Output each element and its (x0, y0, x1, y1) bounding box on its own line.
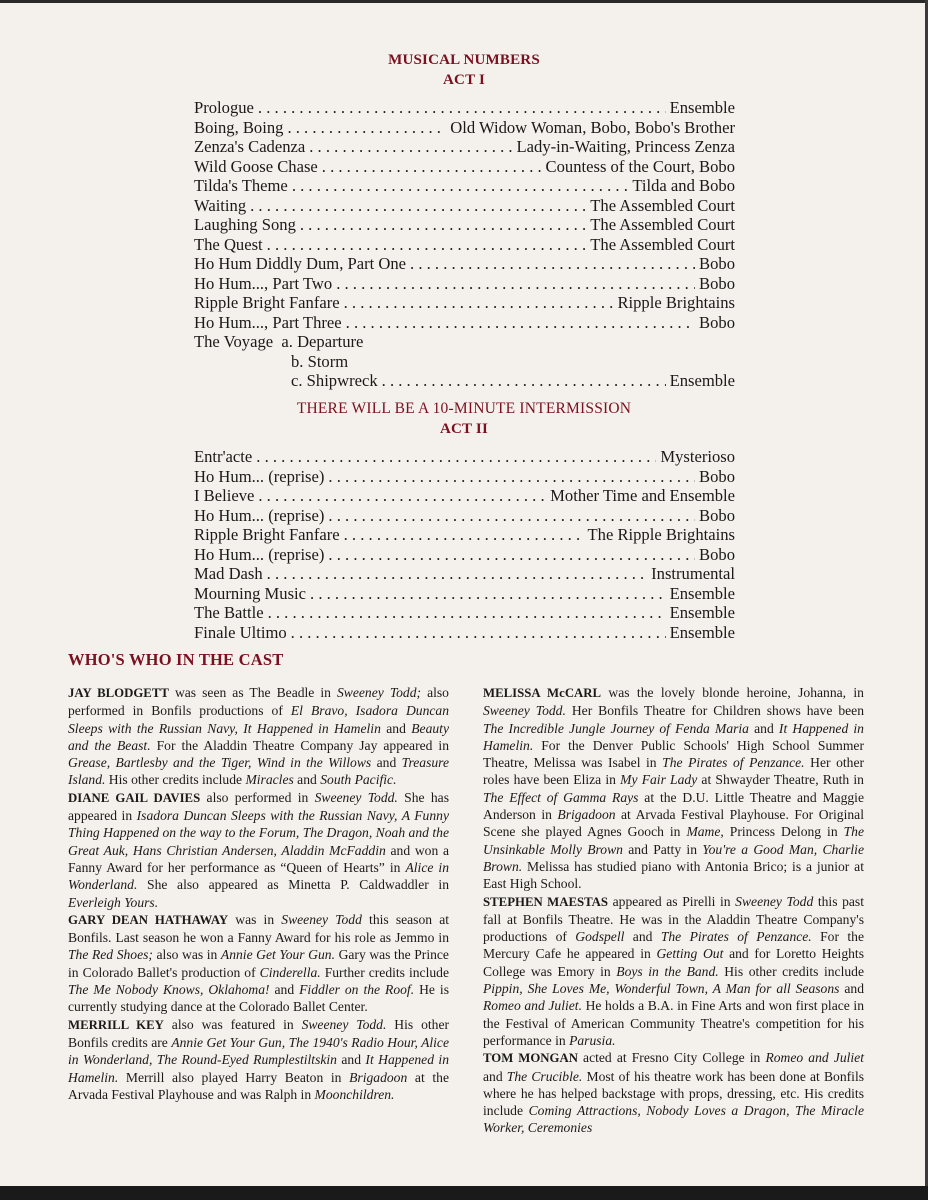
dot-leader (287, 118, 446, 138)
song-row (194, 274, 735, 294)
dot-leader (382, 371, 666, 391)
song-performer: Ensemble (669, 583, 735, 603)
bio-credit: Boys in the Band. (616, 963, 719, 979)
dot-leader (328, 545, 695, 565)
bio-credit: It Happened in Hamelin. (483, 720, 864, 753)
song-performer: Ensemble (669, 98, 735, 117)
song-performer: Bobo (699, 466, 735, 486)
dot-leader (258, 486, 546, 506)
dot-leader (336, 274, 695, 294)
bio-credit: Romeo and Juliet. (483, 998, 582, 1014)
cast-bio (483, 893, 864, 1050)
song-row (194, 332, 735, 352)
song-title: Prologue (194, 98, 254, 117)
bio-credit: Parusia. (569, 1032, 616, 1048)
song-row (194, 235, 735, 255)
song-row (194, 584, 735, 604)
bio-text: He holds a B.A. in Fine Arts and won first place in the Festival of American Community Theatre's competition for his performance in (483, 998, 864, 1048)
bio-text: Gary was the Prince in Colorado Ballet's production of (68, 947, 449, 980)
cast-bio (68, 684, 449, 789)
song-row (194, 176, 735, 196)
song-row (194, 137, 735, 157)
bio-credit: Coming Attractions, Nobody Loves a Dragon, The Miracle Worker, Ceremonies (483, 1103, 864, 1136)
song-title: The Battle (194, 603, 264, 622)
bio-credit: Godspell (575, 929, 625, 945)
act-two-heading: ACT II (439, 421, 489, 437)
cast-member-name: DIANE GAIL DAVIES (68, 790, 201, 805)
bio-credit: The Incredible Jungle Journey of Fenda Maria (483, 720, 749, 736)
song-performer: Mother Time and Ensemble (550, 486, 735, 505)
bio-text: and Patty in (622, 841, 703, 857)
song-row (194, 525, 735, 545)
dot-leader (292, 176, 629, 196)
song-title: Laughing Song (194, 215, 296, 234)
song-title: Ripple Bright Fanfare (194, 525, 340, 544)
song-performer: Old Widow Woman, Bobo, Bobo's Brother (450, 117, 735, 137)
bio-text: and (483, 1068, 507, 1084)
bio-credit: Romeo and Juliet (765, 1050, 864, 1066)
bio-credit: Everleigh Yours. (68, 894, 159, 910)
bio-text: and (293, 772, 321, 788)
song-performer: The Assembled Court (590, 195, 735, 215)
bio-text: For the Denver Public Schools' High School Summer Theatre, Melissa was Isabel in (483, 737, 864, 771)
song-title: c. Shipwreck (291, 371, 378, 390)
bio-text: Melissa has studied piano with Antonia Brico; is a junior at East High School. (483, 858, 864, 892)
song-performer: Bobo (699, 273, 735, 293)
bio-text: and (748, 720, 779, 736)
song-row (194, 506, 735, 526)
bio-credit: Beauty and the Beast. (68, 720, 449, 753)
bio-credit: The Crucible. (506, 1068, 583, 1084)
song-row (194, 313, 735, 333)
bio-credit: Sweeney Todd. (483, 703, 566, 719)
cast-section-heading: WHO'S WHO IN THE CAST (68, 650, 284, 669)
cast-member-name: STEPHEN MAESTAS (483, 894, 609, 909)
dot-leader (291, 623, 666, 643)
dot-leader (322, 157, 542, 177)
cast-bio (68, 911, 449, 1016)
bio-credit: Brigadoon (349, 1069, 408, 1085)
bio-text: also performed in (200, 789, 315, 805)
bio-column-right (483, 684, 864, 1137)
bio-text: and for Loretto Heights College was Emory in (483, 946, 864, 979)
song-row (194, 118, 735, 138)
bio-credit: Moonchildren. (314, 1086, 395, 1102)
cast-bio (68, 789, 449, 911)
bio-text: at the Arvada Festival Playhouse and was Ralph in (68, 1069, 449, 1102)
song-performer: The Ripple Brightains (587, 525, 735, 544)
bio-text: at Arvada Festival Playhouse. For Original Scene she played Agnes Gooch in (483, 807, 864, 840)
song-title: Ripple Bright Fanfare (194, 293, 340, 312)
bio-credit: Sweeney Todd (735, 893, 814, 909)
dot-leader (256, 447, 656, 467)
bio-credit: Isadora Duncan Sleeps with the Russian Navy, A Funny Thing Happened on the way to the Forum, The Dragon, Noah and the Great Auk, Hans Christian Andersen, Aladdin McFaddin (68, 808, 449, 858)
song-title: Ho Hum... (reprise) (194, 466, 325, 486)
song-title: Entr'acte (194, 447, 253, 466)
bio-text: and (336, 1052, 366, 1068)
song-row (194, 157, 735, 177)
bio-text: also was in (152, 947, 221, 963)
bio-credit: Sweeney Todd (281, 911, 362, 927)
bio-text: was seen as The Beadle in (168, 685, 337, 700)
cast-member-name: MELISSA McCARL (483, 686, 602, 700)
song-performer: Bobo (699, 312, 735, 332)
cast-member-name: MERRILL KEY (68, 1017, 164, 1032)
song-title: Ho Hum..., Part Two (194, 273, 333, 293)
dot-leader (346, 313, 695, 333)
bio-text: also was featured in (163, 1016, 302, 1032)
bio-credit: Cinderella. (259, 964, 321, 980)
song-title: Ho Hum... (reprise) (194, 505, 325, 525)
song-performer: The Assembled Court (590, 215, 735, 234)
bio-credit: Grease, Bartlesby and the Tiger, Wind in the Willows (68, 755, 372, 771)
bio-text: acted at Fresno City College in (577, 1050, 766, 1066)
bio-text: He is currently studying dance at the Colorado Ballet Center. (68, 982, 449, 1015)
bio-credit: Alice in Wonderland. (68, 859, 450, 893)
dot-leader (300, 215, 586, 235)
song-title: Ho Hum Diddly Dum, Part One (194, 254, 407, 273)
song-row (194, 98, 735, 118)
song-performer: The Assembled Court (590, 234, 735, 254)
cast-bio (483, 1049, 864, 1136)
bio-text: Further credits include (320, 964, 449, 980)
bio-text: and (371, 755, 402, 771)
bio-credit: Annie Get Your Gun. (220, 947, 335, 963)
act-one-song-list (194, 98, 735, 391)
bio-credit: South Pacific. (320, 772, 397, 788)
bio-text: this past fall at Bonfils Theatre. He was in the Aladdin Theatre Company's productions of (483, 893, 864, 945)
bio-text: His other credits include (718, 963, 864, 979)
song-performer: Tilda and Bobo (632, 176, 735, 195)
bio-credit: It Happened in Hamelin. (68, 1052, 449, 1085)
song-row (194, 293, 735, 313)
dot-leader (310, 584, 666, 604)
cast-member-name: TOM MONGAN (483, 1051, 578, 1066)
song-performer: Lady-in-Waiting, Princess Zenza (516, 137, 735, 156)
bio-credit: The Effect of Gamma Rays (483, 789, 639, 805)
dot-leader (268, 603, 666, 623)
song-title: Mad Dash (194, 564, 263, 583)
bio-text: and won a Fanny Award for her performance as “Queen of Hearts” in (68, 842, 449, 875)
cast-bio (483, 684, 864, 893)
song-performer: Bobo (699, 254, 735, 273)
act-two-song-list (194, 447, 735, 642)
bio-credit: The Pirates of Penzance. (662, 755, 805, 771)
song-row (194, 467, 735, 487)
bio-text: Merrill also played Harry Beaton in (118, 1069, 350, 1085)
bio-text: His other Bonfils credits are (68, 1016, 450, 1050)
bio-text: Most of his theatre work has been done at Bonfils where he has helped backstage with props, dressing, etc. His credits include (483, 1068, 865, 1119)
bio-column-left (68, 684, 449, 1103)
song-row (194, 564, 735, 584)
song-row (194, 447, 735, 467)
song-title: Boing, Boing (194, 117, 284, 137)
song-performer: Instrumental (651, 564, 735, 583)
song-title: The Quest (194, 234, 263, 254)
song-title: Wild Goose Chase (194, 156, 318, 176)
song-performer: Ensemble (669, 371, 735, 390)
bio-text: She also appeared as Minetta P. Caldwaddler in (137, 877, 449, 893)
song-performer: Bobo (699, 544, 735, 564)
musical-numbers-heading: MUSICAL NUMBERS (388, 52, 540, 68)
bio-text: and (839, 981, 865, 997)
bio-text: also performed in Bonfils productions of (68, 685, 449, 719)
song-performer: Countess of the Court, Bobo (545, 156, 735, 176)
dot-leader (410, 254, 695, 274)
song-row (194, 486, 735, 506)
dot-leader (344, 293, 614, 313)
dot-leader (258, 98, 666, 118)
scan-edge-top (0, 0, 928, 3)
song-row (194, 623, 735, 643)
bio-credit: Sweeney Todd; (336, 685, 422, 700)
song-title: The Voyage a. Departure (194, 332, 364, 351)
song-title: Ho Hum... (reprise) (194, 544, 325, 564)
bio-text: appeared as Pirelli in (608, 893, 736, 909)
bio-text: was in (228, 911, 282, 927)
bio-credit: You're a Good Man, Charlie Brown. (483, 841, 864, 874)
dot-leader (267, 564, 647, 584)
bio-credit: The Pirates of Penzance. (660, 929, 812, 945)
cast-member-name: JAY BLODGETT (68, 686, 169, 700)
scan-edge-bottom (0, 1186, 928, 1200)
bio-credit: The Me Nobody Knows, Oklahoma! (68, 982, 270, 998)
act-one-heading: ACT I (443, 72, 485, 88)
cast-bio (68, 1016, 449, 1103)
bio-credit: My Fair Lady (620, 772, 698, 788)
song-row (194, 603, 735, 623)
dot-leader (309, 137, 512, 157)
bio-credit: Pippin, She Loves Me, Wonderful Town, A Man for all Seasons (483, 981, 840, 997)
song-title: Zenza's Cadenza (194, 137, 306, 156)
bio-credit: El Bravo, Isadora Duncan Sleeps with the Russian Navy, It Happened in Hamelin (68, 703, 449, 736)
song-row (194, 352, 735, 372)
bio-credit: Sweeney Todd. (301, 1016, 387, 1032)
bio-credit: Sweeney Todd. (314, 789, 398, 805)
song-row (194, 196, 735, 216)
song-title: I Believe (194, 486, 255, 505)
bio-credit: Getting Out (656, 946, 724, 962)
song-performer: Bobo (699, 505, 735, 525)
bio-credit: Mame, (686, 824, 724, 840)
bio-credit: Fiddler on the Roof. (299, 982, 415, 998)
song-performer: Ensemble (669, 622, 735, 642)
bio-text: and (269, 982, 300, 998)
dot-leader (328, 467, 695, 487)
song-row (194, 371, 735, 391)
bio-text: at the D.U. Little Theatre and Maggie Anderson in (483, 789, 864, 823)
bio-text: Princess Delong in (723, 824, 844, 840)
bio-credit: Annie Get Your Gun, The 1940's Radio Hour, Alice in Wonderland, The Round-Eyed Rumplestiltskin (68, 1034, 450, 1068)
song-title: Finale Ultimo (194, 622, 287, 642)
bio-credit: Treasure Island. (68, 755, 449, 788)
bio-text: Her Bonfils Theatre for Children shows have been (565, 703, 865, 719)
song-title: Tilda's Theme (194, 176, 288, 195)
song-title: Waiting (194, 195, 247, 215)
bio-text: was the lovely blonde heroine, Johanna, in (601, 685, 864, 700)
song-performer: Ensemble (669, 603, 735, 622)
song-performer: Mysterioso (660, 447, 735, 466)
dot-leader (250, 196, 586, 216)
bio-credit: The Unsinkable Molly Brown (483, 824, 864, 857)
bio-text: this season at Bonfils. Last season he won a Fanny Award for his role as Jemmo in (68, 911, 450, 946)
bio-text: His other credits include (105, 772, 246, 788)
bio-text: and (380, 720, 412, 736)
dot-leader (344, 525, 584, 545)
song-row (194, 254, 735, 274)
intermission-note: THERE WILL BE A 10-MINUTE INTERMISSION (296, 400, 632, 417)
bio-text: For the Aladdin Theatre Company Jay appeared in (150, 737, 449, 753)
bio-credit: Brigadoon (557, 807, 616, 823)
dot-leader (328, 506, 695, 526)
song-title: b. Storm (291, 351, 349, 371)
dot-leader (267, 235, 587, 255)
bio-text: She has appeared in (68, 789, 450, 824)
bio-text: For the Mercury Cafe he appeared in (483, 929, 864, 962)
bio-text: at Shwayder Theatre, Ruth in (697, 772, 864, 788)
bio-credit: The Red Shoes; (68, 947, 153, 963)
song-title: Mourning Music (194, 583, 307, 603)
song-row (194, 215, 735, 235)
bio-credit: Miracles (245, 772, 294, 788)
song-row (194, 545, 735, 565)
bio-text: and (624, 929, 661, 945)
cast-member-name: GARY DEAN HATHAWAY (68, 912, 229, 927)
song-title: Ho Hum..., Part Three (194, 312, 342, 332)
song-performer: Ripple Brightains (617, 293, 735, 312)
bio-text: Her other roles have been Eliza in (483, 755, 865, 788)
